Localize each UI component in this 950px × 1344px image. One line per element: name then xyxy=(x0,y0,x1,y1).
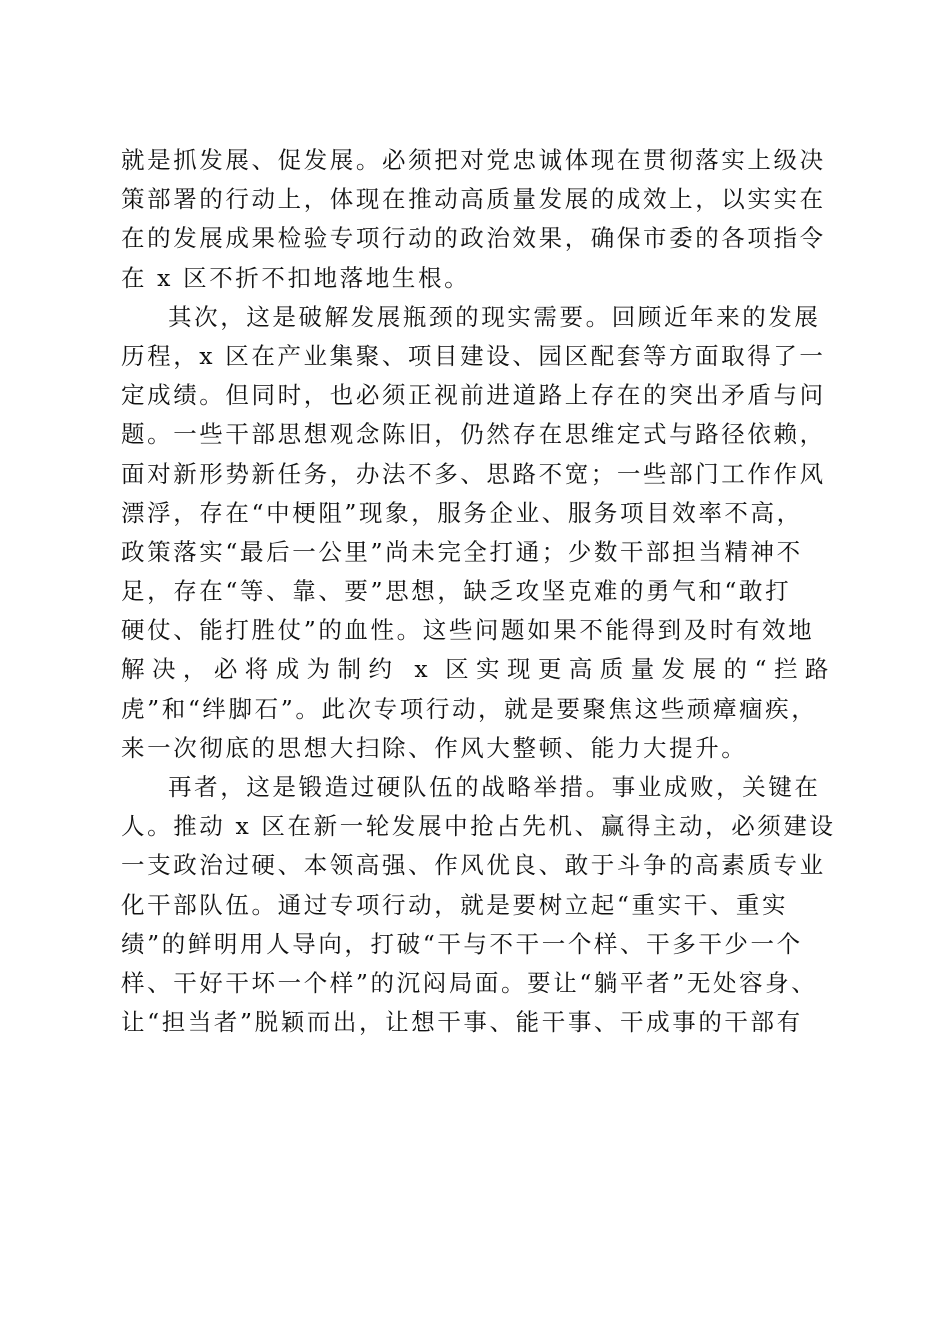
text-line: 硬仗、能打胜仗”的血性。这些问题如果不能得到及时有效地 xyxy=(121,616,815,645)
text-line: 在 x 区不折不扣地落地生根。 xyxy=(121,263,471,292)
text-line: 人。推动 x 区在新一轮发展中抢占先机、赢得主动，必须建设 xyxy=(121,812,836,841)
text-line: 化干部队伍。通过专项行动，就是要树立起“重实干、重实 xyxy=(121,890,789,919)
document-body xyxy=(121,141,836,1042)
text-line: 政策落实“最后一公里”尚未完全打通；少数干部担当精神不 xyxy=(121,537,803,566)
text-line: 解决，必将成为制约 x 区实现更高质量发展的“拦路 xyxy=(121,655,831,684)
text-line: 让“担当者”脱颖而出，让想干事、能干事、干成事的干部有 xyxy=(121,1008,803,1037)
text-line: 来一次彻底的思想大扫除、作风大整顿、能力大提升。 xyxy=(121,733,748,762)
paragraph-first-line: 再者，这是锻造过硬队伍的战略举措。事业成败，关键在 xyxy=(168,773,821,801)
text-line: 策部署的行动上，体现在推动高质量发展的成效上，以实实在 xyxy=(121,185,826,214)
text-line: 漂浮，存在“中梗阻”现象，服务企业、服务项目效率不高， xyxy=(121,498,803,527)
text-line: 题。一些干部思想观念陈旧，仍然存在思维定式与路径依赖， xyxy=(121,420,826,449)
text-line: 足，存在“等、靠、要”思想，缺乏攻坚克难的勇气和“敢打 xyxy=(121,577,792,606)
paragraph-first-line: 其次，这是破解发展瓶颈的现实需要。回顾近年来的发展 xyxy=(168,302,821,331)
text-line: 样、干好干坏一个样”的沉闷局面。要让“躺平者”无处容身、 xyxy=(121,968,818,997)
text-line: 历程，x 区在产业集聚、项目建设、园区配套等方面取得了一 xyxy=(121,341,826,370)
text-line: 面对新形势新任务，办法不多、思路不宽；一些部门工作作风 xyxy=(121,459,826,488)
text-line: 虎”和“绊脚石”。此次专项行动，就是要聚焦这些顽瘴痼疾， xyxy=(121,694,818,723)
text-line: 定成绩。但同时，也必须正视前进道路上存在的突出矛盾与问 xyxy=(121,381,826,410)
text-line: 绩”的鲜明用人导向，打破“干与不干一个样、干多干少一个 xyxy=(121,929,803,958)
text-line: 一支政治过硬、本领高强、作风优良、敢于斗争的高素质专业 xyxy=(121,851,826,880)
text-line: 就是抓发展、促发展。必须把对党忠诚体现在贯彻落实上级决 xyxy=(121,146,826,174)
text-line: 在的发展成果检验专项行动的政治效果，确保市委的各项指令 xyxy=(121,224,826,253)
